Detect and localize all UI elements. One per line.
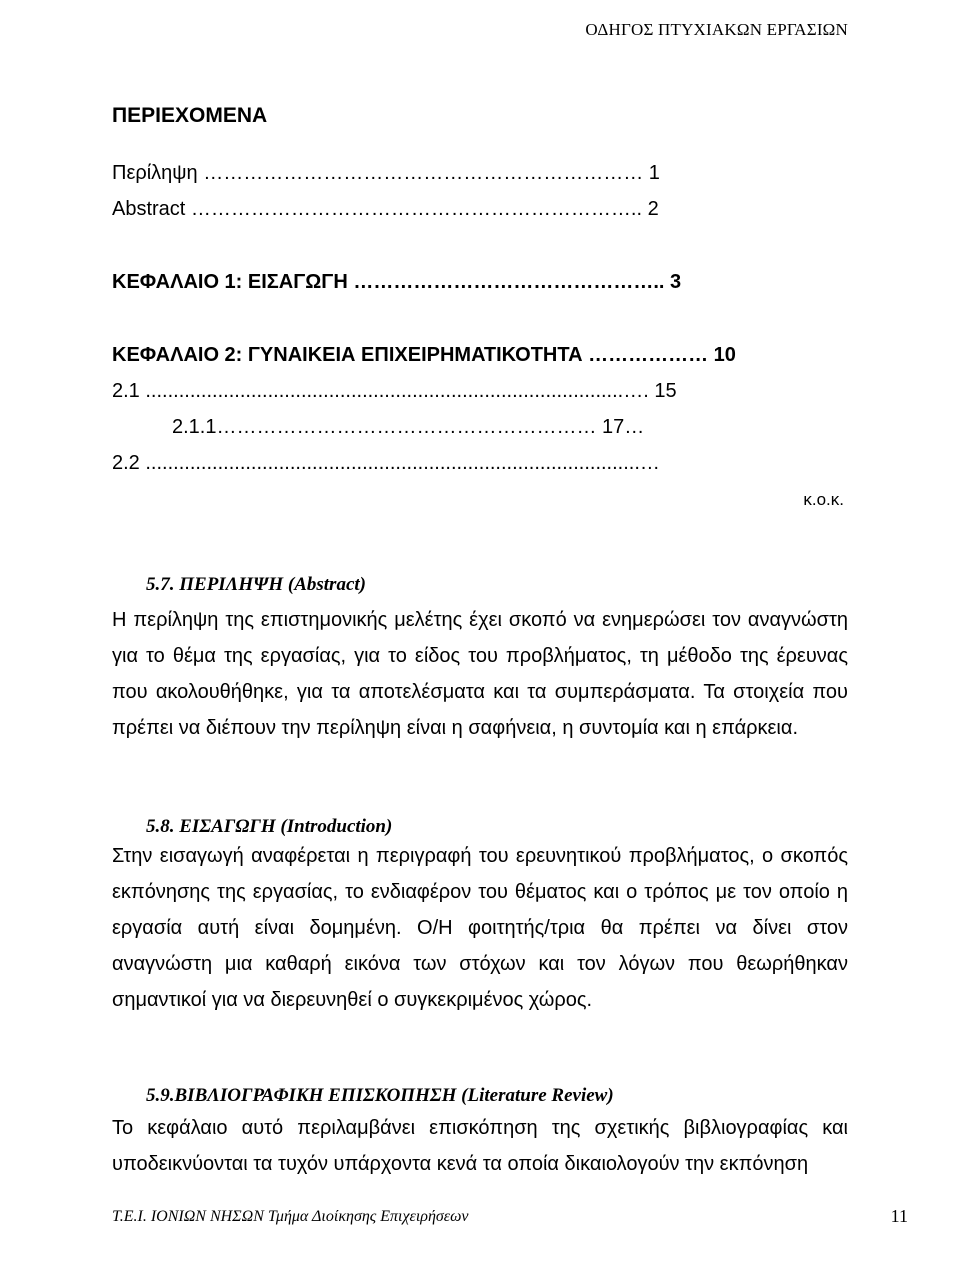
section-heading-literature-review: 5.9.ΒΙΒΛΙΟΓΡΑΦΙΚΗ ΕΠΙΣΚΟΠΗΣΗ (Literature Review) (146, 1085, 614, 1106)
running-header: ΟΔΗΓΟΣ ΠΤΥΧΙΑΚΩΝ ΕΡΓΑΣΙΩΝ (585, 20, 848, 39)
page-number: 11 (890, 1206, 908, 1226)
toc-entry-abstract: Abstract ………………………………………………………….. 2 (112, 198, 659, 220)
footer-institution: Τ.Ε.Ι. ΙΟΝΙΩΝ ΝΗΣΩΝ Τμήμα Διοίκησης Επιχειρήσεων (112, 1208, 469, 1225)
section-body-introduction: Στην εισαγωγή αναφέρεται η περιγραφή του ερευνητικού προβλήματος, ο σκοπός εκπόνησης της εργασίας, το ενδιαφέρον του θέματος και ο τρόπος με τον οποίο η εργασία αυτή είναι δομημένη. Ο/Η φοιτητής/τρια θα πρέπει να δίνει στον αναγνώστη μια καθαρή εικόνα των στόχων και τον λόγων που θεωρήθηκαν σημαντικοί για να διερευνηθεί ο συγκεκριμένος χώρος. (112, 845, 848, 1011)
toc-entry-chapter-2: ΚΕΦΑΛΑΙΟ 2: ΓΥΝΑΙΚΕΙΑ ΕΠΙΧΕΙΡΗΜΑΤΙΚΟΤΗΤΑ ……………… 10 (112, 344, 736, 366)
toc-entry-2-1: 2.1 ......................................................................................…. 15 (112, 380, 677, 402)
toc-title: ΠΕΡΙΕΧΟΜΕΝΑ (112, 104, 268, 127)
toc-entry-chapter-1: ΚΕΦΑΛΑΙΟ 1: ΕΙΣΑΓΩΓΗ ……………………………………….. 3 (112, 271, 682, 293)
footer-divider (112, 1196, 912, 1197)
section-heading-introduction: 5.8. ΕΙΣΑΓΩΓΗ (Introduction) (146, 816, 393, 837)
section-body-literature-review: Το κεφάλαιο αυτό περιλαμβάνει επισκόπηση της σχετικής βιβλιογραφίας και υποδεικνύονται τα τυχόν υπάρχοντα κενά τα οποία δικαιολογούν την εκπόνηση (112, 1117, 848, 1175)
toc-entry-2-2: 2.2 .........................................................................................… (112, 452, 660, 474)
toc-entry-perilipsi: Περίληψη ………………………………………………………… 1 (112, 162, 660, 184)
toc-entry-2-1-1: 2.1.1………………………………………………… 17… (172, 416, 645, 438)
section-body-abstract: Η περίληψη της επιστημονικής μελέτης έχει σκοπό να ενημερώσει τον αναγνώστη για το θέμα της εργασίας, για το είδος του προβλήματος, τη μέθοδο της έρευνας που ακολουθήθηκε, για τα αποτελέσματα και τα συμπεράσματα. Τα στοιχεία που πρέπει να διέπουν την περίληψη είναι η σαφήνεια, η συντομία και η επάρκεια. (112, 609, 848, 739)
toc-etc: κ.ο.κ. (803, 490, 844, 509)
section-heading-abstract: 5.7. ΠΕΡΙΛΗΨΗ (Abstract) (146, 574, 366, 595)
